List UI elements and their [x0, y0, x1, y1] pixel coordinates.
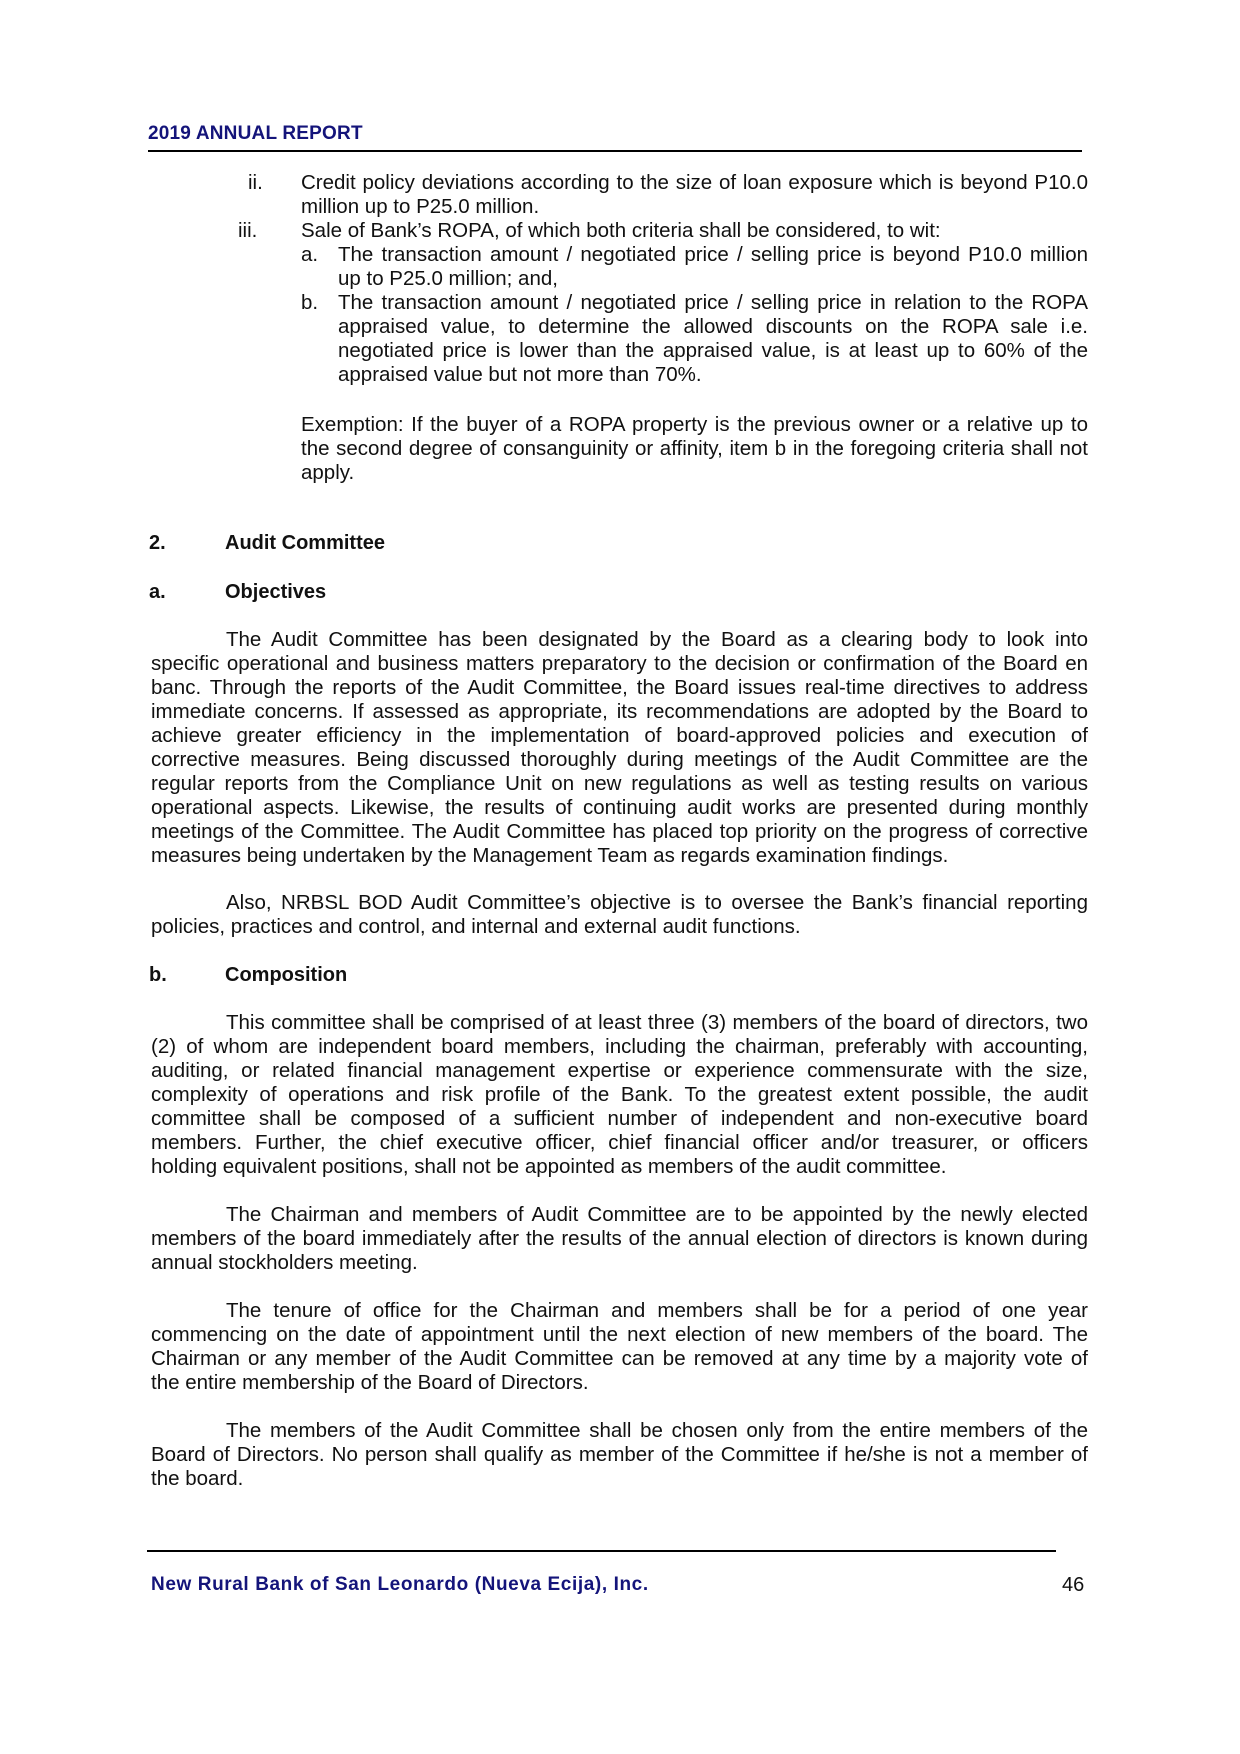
objectives-paragraph-1 — [151, 628, 1088, 868]
sub-item-a-line-1: The transaction amount / negotiated price / selling price is beyond P10.0 million — [338, 243, 1088, 266]
objectives-p1-line: meetings of the Committee. The Audit Committee has placed top priority on the progress of corrective — [151, 820, 1088, 843]
section-title: Audit Committee — [225, 532, 385, 554]
list-marker-ii: ii. — [248, 171, 263, 194]
objectives-p1-line: measures being undertaken by the Management Team as regards examination findings. — [151, 844, 949, 867]
list-item-ii — [301, 171, 1088, 219]
objectives-p2-line: policies, practices and control, and internal and external audit functions. — [151, 915, 801, 938]
composition-paragraph-2 — [151, 1203, 1088, 1275]
sub-item-a — [338, 243, 1088, 291]
composition-paragraph-3 — [151, 1299, 1088, 1395]
composition-p1-line: complexity of operations and risk profile of the Bank. To the greatest extent possible, the audit — [151, 1083, 1088, 1106]
composition-p1-line: This committee shall be comprised of at least three (3) members of the board of directors, two — [226, 1011, 1088, 1034]
sub-item-b-line-2: appraised value, to determine the allowed discounts on the ROPA sale i.e. — [338, 315, 1088, 338]
objectives-p2-line: Also, NRBSL BOD Audit Committee’s objective is to oversee the Bank’s financial reporting — [226, 891, 1088, 914]
composition-p1-line: (2) of whom are independent board members, including the chairman, preferably with accounting, — [151, 1035, 1088, 1058]
objectives-p1-line: immediate concerns. If assessed as appropriate, its recommendations are adopted by the Board to — [151, 700, 1088, 723]
composition-p4-line: Board of Directors. No person shall qualify as member of the Committee if he/she is not a member of — [151, 1443, 1088, 1466]
composition-p1-line: auditing, or related financial management expertise or experience commensurate with the size, — [151, 1059, 1088, 1082]
composition-p1-line: committee shall be composed of a sufficient number of independent and non-executive board — [151, 1107, 1088, 1130]
exemption-line-2: the second degree of consanguinity or affinity, item b in the foregoing criteria shall not — [301, 437, 1088, 460]
objectives-p1-line: banc. Through the reports of the Audit Committee, the Board issues real-time directives to address — [151, 676, 1088, 699]
composition-p1-line: holding equivalent positions, shall not be appointed as members of the audit committee. — [151, 1155, 947, 1178]
sub-item-b-line-1: The transaction amount / negotiated price / selling price in relation to the ROPA — [338, 291, 1088, 314]
composition-p1-line: members. Further, the chief executive officer, chief financial officer and/or treasurer, or officers — [151, 1131, 1088, 1154]
page-number: 46 — [1062, 1574, 1085, 1596]
sub-marker-b: b. — [301, 291, 319, 314]
objectives-p1-line: The Audit Committee has been designated by the Board as a clearing body to look into — [226, 628, 1088, 651]
objectives-p1-line: specific operational and business matters preparatory to the decision or confirmation of the Board en — [151, 652, 1088, 675]
sub-item-b-line-3: negotiated price is lower than the appraised value, is at least up to 60% of the — [338, 339, 1088, 362]
header-divider — [148, 150, 1082, 152]
objectives-paragraph-2 — [151, 891, 1088, 939]
composition-p2-line: annual stockholders meeting. — [151, 1251, 418, 1274]
composition-paragraph-1 — [151, 1011, 1088, 1179]
composition-p3-line: The tenure of office for the Chairman and members shall be for a period of one year — [226, 1299, 1088, 1322]
footer-organization-name: New Rural Bank of San Leonardo (Nueva Ecija), Inc. — [151, 1574, 649, 1595]
list-marker-iii: iii. — [238, 219, 258, 242]
composition-paragraph-4 — [151, 1419, 1088, 1491]
objectives-p1-line: achieve greater efficiency in the implementation of board-approved policies and execution of — [151, 724, 1088, 747]
composition-p2-line: The Chairman and members of Audit Committee are to be appointed by the newly elected — [226, 1203, 1088, 1226]
composition-p3-line: commencing on the date of appointment until the next election of new members of the board. The — [151, 1323, 1088, 1346]
composition-p4-line: The members of the Audit Committee shall be chosen only from the entire members of the — [226, 1419, 1088, 1442]
objectives-p1-line: operational aspects. Likewise, the results of continuing audit works are presented during monthly — [151, 796, 1088, 819]
sub-item-b — [338, 291, 1088, 387]
exemption-line-3: apply. — [301, 461, 355, 484]
objectives-marker: a. — [149, 581, 166, 603]
sub-item-b-line-4: appraised value but not more than 70%. — [338, 363, 702, 386]
exemption-note — [301, 413, 1088, 485]
objectives-p1-line: regular reports from the Compliance Unit on new regulations as well as testing results on various — [151, 772, 1088, 795]
footer-divider — [147, 1550, 1056, 1552]
composition-marker: b. — [149, 964, 167, 986]
sub-item-a-line-2: up to P25.0 million; and, — [338, 267, 558, 290]
composition-p3-line: the entire membership of the Board of Directors. — [151, 1371, 589, 1394]
composition-p2-line: members of the board immediately after the results of the annual election of directors is known during — [151, 1227, 1088, 1250]
composition-p3-line: Chairman or any member of the Audit Committee can be removed at any time by a majority vote of — [151, 1347, 1088, 1370]
list-item-ii-line-2: million up to P25.0 million. — [301, 195, 540, 218]
composition-heading: Composition — [225, 964, 348, 986]
composition-p4-line: the board. — [151, 1467, 244, 1490]
exemption-line-1: Exemption: If the buyer of a ROPA property is the previous owner or a relative up to — [301, 413, 1088, 436]
objectives-p1-line: corrective measures. Being discussed thoroughly during meetings of the Audit Committee are the — [151, 748, 1088, 771]
report-header-title: 2019 ANNUAL REPORT — [148, 123, 363, 144]
sub-marker-a: a. — [301, 243, 319, 266]
list-item-iii-text: Sale of Bank’s ROPA, of which both criteria shall be considered, to wit: — [301, 219, 941, 242]
section-number: 2. — [149, 532, 166, 554]
list-item-ii-line-1: Credit policy deviations according to the size of loan exposure which is beyond P10.0 — [301, 171, 1088, 194]
objectives-heading: Objectives — [225, 581, 327, 603]
